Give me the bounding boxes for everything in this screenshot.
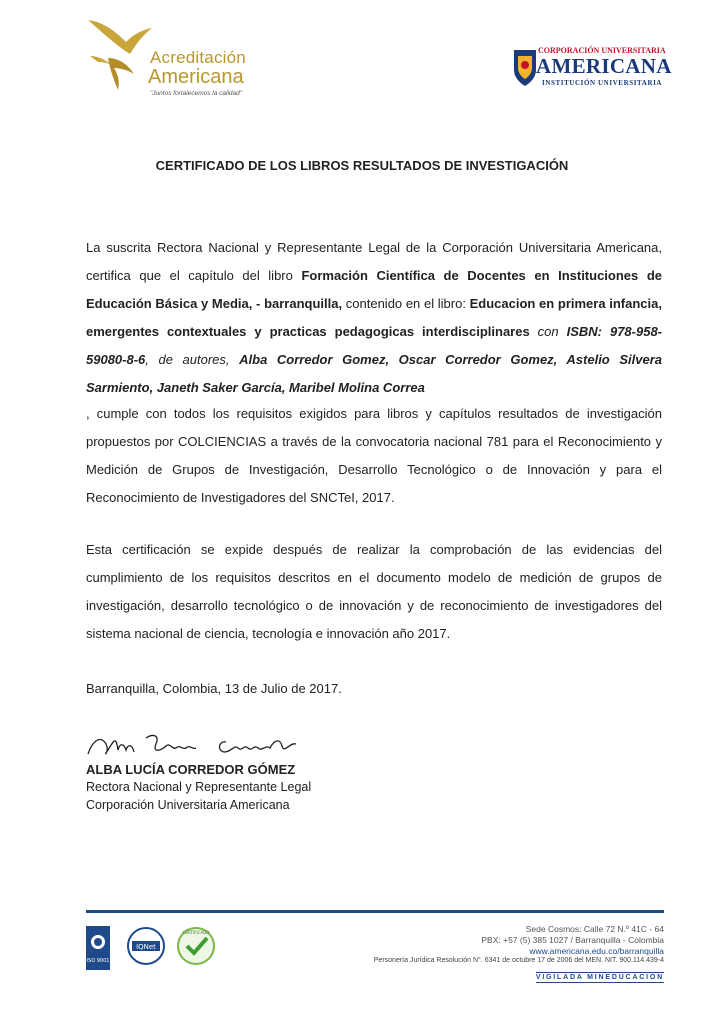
- isbn-value: ISBN: 978-958-59080-8-6: [86, 324, 662, 367]
- signer-name: ALBA LUCÍA CORREDOR GÓMEZ: [86, 762, 296, 777]
- para1-text1: La suscrita Rectora Nacional y Representante Legal de la Corporación Universitaria Americana, certifica que el capítulo del libro: [86, 240, 662, 283]
- certificado-badge-icon: [178, 928, 214, 964]
- logo-word-acreditacion: Acreditación: [150, 48, 246, 67]
- signer-organization: Corporación Universitaria Americana: [86, 798, 290, 812]
- requirements-paragraph: , cumple con todos los requisitos exigidos para libros y capítulos resultados de investigación propuestos por COLCIENCIAS a través de la convocatoria nacional 781 para el Reconocimiento y Medición de Grupos de Investigación, Desarrollo Tecnológico o de Innovación y para el Reconocimiento de Investigadores del SNCTeI, 2017.: [86, 406, 662, 505]
- logo-word-americana: Americana: [148, 66, 244, 88]
- verification-paragraph: Esta certificación se expide después de realizar la comprobación de las evidencias del cumplimiento de los requisitos descritos en el documento modelo de medición de grupos de investigación, desarrollo tecnológico o de innovación y de reconocimiento de investigadores del sistema nacional de ciencia, tecnología e innovación año 2017.: [86, 542, 662, 641]
- iso-badge-text: ISO 9001: [86, 958, 110, 964]
- book-title: Educacion en primera infancia, emergentes contextuales y practicas pedagogicas interdisciplinares: [86, 296, 662, 339]
- chapter-title: Formación Científica de Docentes en Instituciones de Educación Básica y Media, - barranquilla,: [86, 268, 662, 311]
- logo-americana-text: AMERICANA: [536, 54, 672, 78]
- certification-badges: [86, 924, 256, 984]
- iqnet-badge-icon: [128, 928, 164, 964]
- footer-address: Sede Cosmos: Calle 72 N.º 41C - 64: [525, 924, 664, 934]
- footer-vigilada: VIGILADA MINEDUCACIÓN: [535, 974, 664, 981]
- page-title: CERTIFICADO DE LOS LIBROS RESULTADOS DE INVESTIGACIÓN: [155, 158, 569, 173]
- iso-9001-badge-icon: [86, 926, 110, 970]
- acreditacion-americana-logo: [84, 12, 264, 96]
- signer-role: Rectora Nacional y Representante Legal: [86, 780, 312, 794]
- para1-text2: contenido en el libro:: [342, 296, 470, 311]
- footer-divider: [86, 910, 664, 913]
- para1-text3: con: [529, 324, 567, 339]
- iqnet-badge-text: IQNet: [136, 943, 156, 951]
- certificado-badge-text: CERTIFICADO: [182, 930, 210, 935]
- logo-institucion-text: INSTITUCIÓN UNIVERSITARIA: [542, 79, 663, 87]
- footer-legal-info: Personería Jurídica Resolución N°. 6341 de octubre 17 de 2006 del MEN. NIT. 900.114.439-4: [373, 957, 664, 964]
- bird-icon: [84, 12, 154, 96]
- footer-website-link[interactable]: www.americana.edu.co/barranquilla: [529, 946, 664, 956]
- para1-text4: , de autores,: [145, 352, 240, 367]
- logo-tagline: "Juntos fortalecemos la calidad": [150, 90, 243, 97]
- shield-icon: [512, 48, 538, 88]
- logo-corporacion-text: CORPORACIÓN UNIVERSITARIA: [538, 46, 666, 55]
- date-line: Barranquilla, Colombia, 13 de Julio de 2017.: [86, 681, 342, 696]
- corporacion-americana-logo: [512, 44, 672, 94]
- authors-list: Alba Corredor Gomez, Oscar Corredor Gomez, Astelio Silvera Sarmiento, Janeth Saker García, Maribel Molina Correa: [86, 352, 662, 395]
- footer-phone: PBX: +57 (5) 385 1027 / Barranquilla - Colombia: [481, 935, 664, 945]
- certification-paragraph: [86, 234, 662, 402]
